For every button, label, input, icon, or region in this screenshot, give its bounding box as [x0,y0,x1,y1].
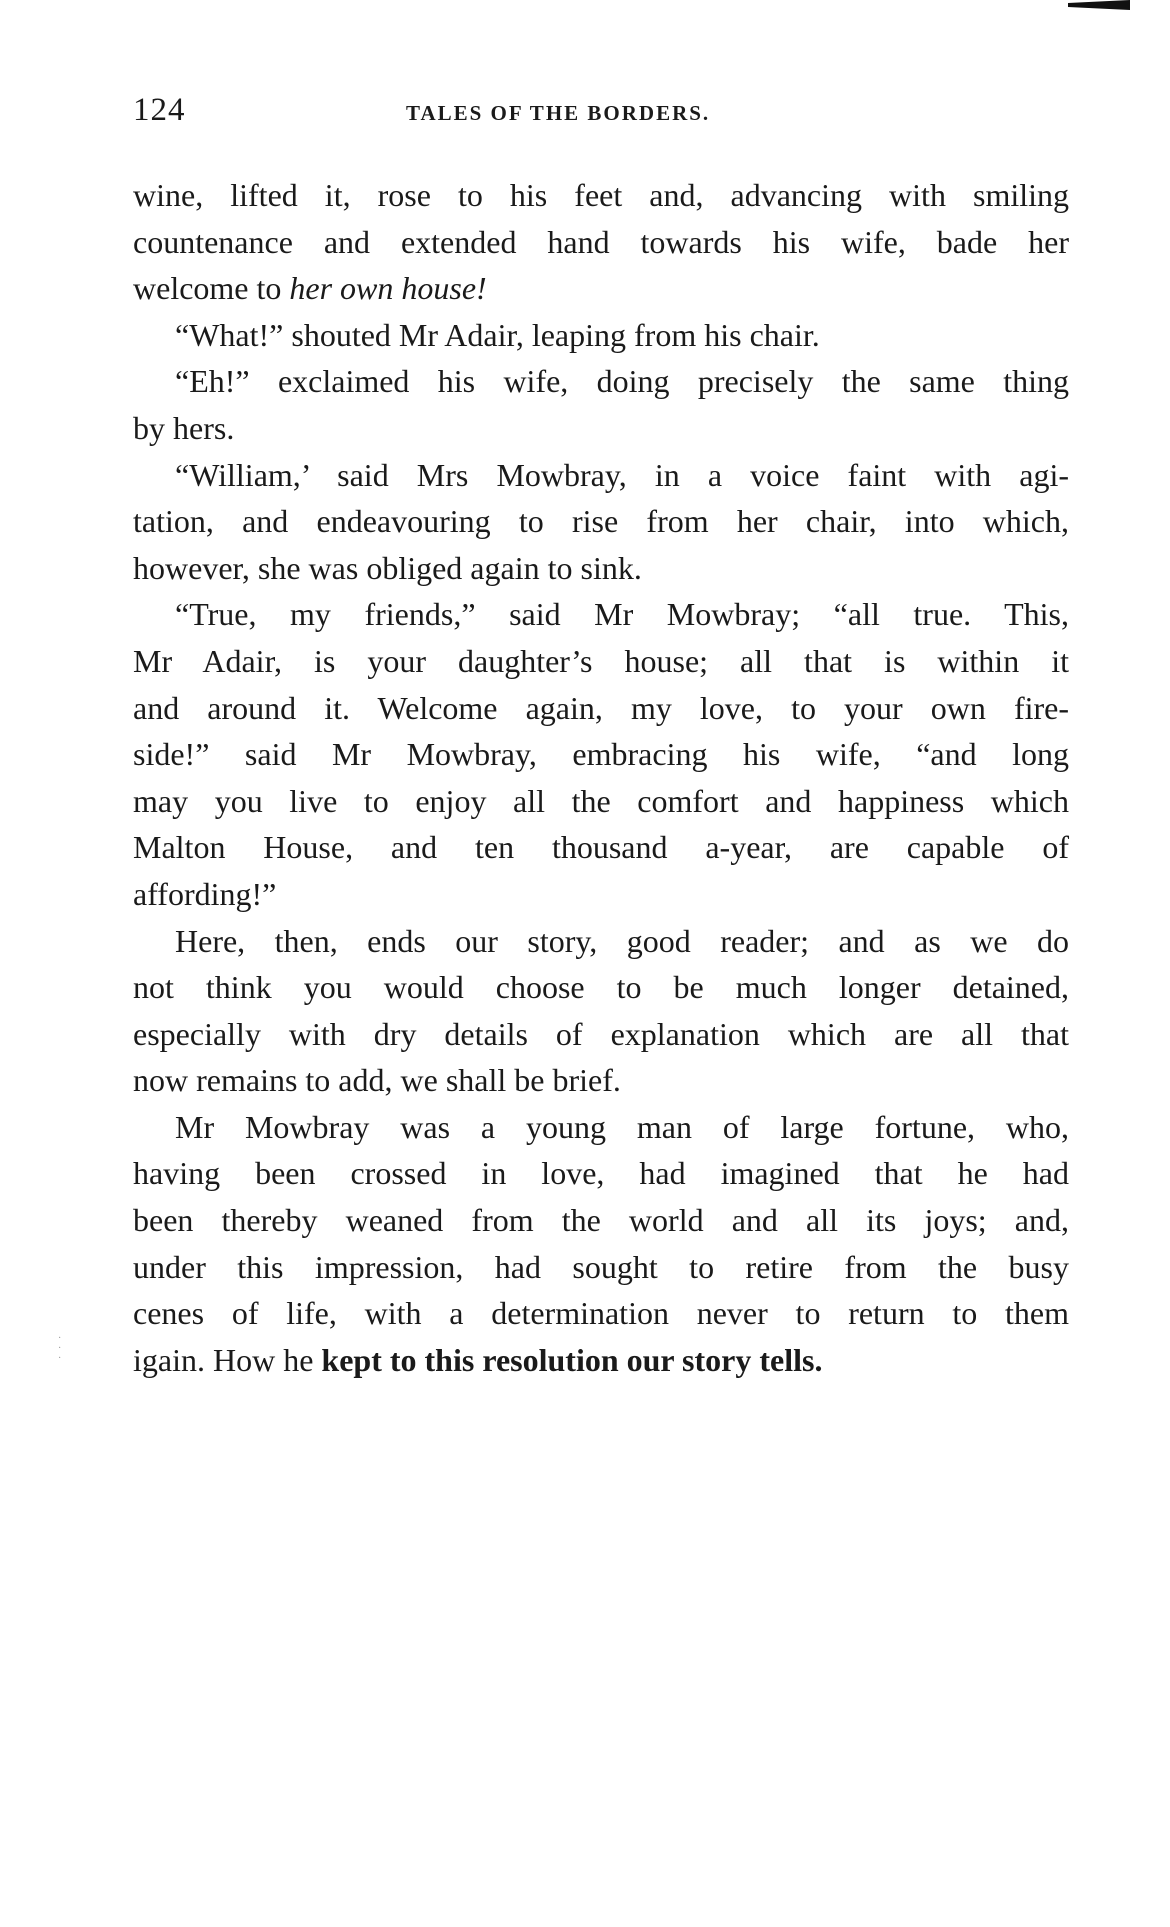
text-line: however, she was obliged again to sink. [133,549,642,586]
text-line: and around it. Welcome again, my love, to your own fire- [133,689,1069,726]
text-line [133,1337,1069,1384]
text-line: countenance and extended hand towards his wife, bade her [133,223,1069,260]
body-text [133,172,1069,1383]
page-number: 124 [133,92,186,128]
text-line: affording!” [133,875,277,912]
text-line: especially with dry details of explanation which are all that [133,1015,1069,1052]
margin-specks: · · · [58,1333,62,1364]
text-line: tation, and endeavouring to rise from her chair, into which, [133,503,1069,540]
text-line: under this impression, had sought to retire from the busy [133,1248,1069,1285]
text-line: by hers. [133,409,235,446]
text-line: wine, lifted it, rose to his feet and, advancing with smiling [133,177,1069,213]
text-line: “True, my friends,” said Mr Mowbray; “all true. This, [175,596,1069,633]
text-line: now remains to add, we shall be brief. [133,1062,621,1099]
text-line: Here, then, ends our story, good reader; and as we do [175,922,1069,959]
text-line: Malton House, and ten thousand a-year, are capable of [133,829,1069,866]
running-head [133,92,1073,132]
text-line: may you live to enjoy all the comfort and happiness which [133,782,1069,819]
running-title: TALES OF THE BORDERS. [406,101,711,125]
text-line: been thereby weaned from the world and all its joys; and, [133,1202,1069,1239]
text-line: cenes of life, with a determination never to return to them [133,1295,1069,1332]
text-run: igain. How he [133,1341,322,1378]
text-line: “William,’ said Mrs Mowbray, in a voice faint with agi- [175,456,1069,493]
text-line: side!” said Mr Mowbray, embracing his wife, “and long [133,736,1069,773]
text-line [133,265,1069,312]
bold-text: kept to this resolution our story tells. [321,1341,823,1378]
text-line: “Eh!” exclaimed his wife, doing precisely the same thing [175,363,1069,400]
text-line: Mr Adair, is your daughter’s house; all that is within it [133,642,1069,679]
text-line: “What!” shouted Mr Adair, leaping from his chair. [175,316,820,353]
text-line: Mr Mowbray was a young man of large fortune, who, [175,1108,1069,1145]
text-line: having been crossed in love, had imagined that he had [133,1155,1069,1192]
page-corner-mark [1068,0,1130,10]
text-run: welcome to [133,270,290,307]
italic-text: her own house! [289,270,487,307]
text-line: not think you would choose to be much longer detained, [133,969,1069,1006]
